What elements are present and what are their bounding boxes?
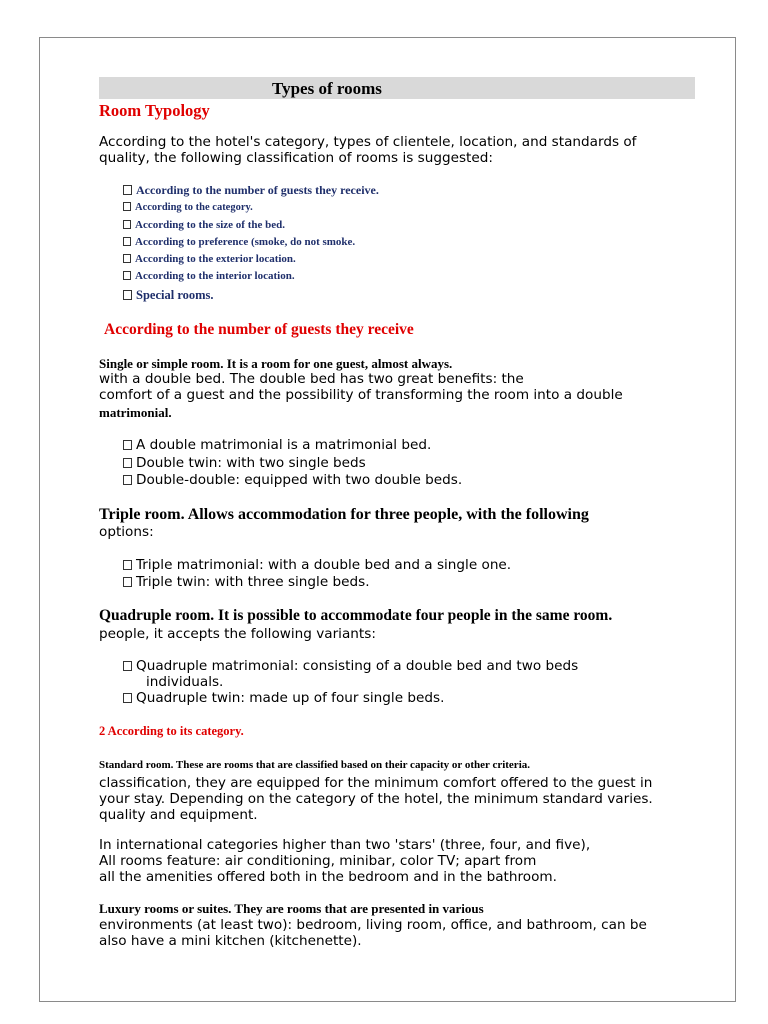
single-room-text-1: with a double bed. The double bed has two great benefits: the — [99, 371, 524, 387]
list-item: A double matrimonial is a matrimonial bed. — [123, 437, 431, 453]
list-item-continuation: individuals. — [146, 674, 224, 690]
list-item: According to the category. — [123, 202, 253, 213]
luxury-room-text-1: environments (at least two): bedroom, living room, office, and bathroom, can be — [99, 917, 647, 933]
list-item: Double twin: with two single beds — [123, 455, 366, 471]
checkbox-bullet-icon — [123, 237, 131, 246]
checkbox-bullet-icon — [123, 577, 132, 587]
list-item: According to preference (smoke, do not smoke. — [123, 236, 355, 248]
triple-room-heading: Triple room. Allows accommodation for three people, with the following — [99, 506, 589, 523]
heading-guests: According to the number of guests they receive — [104, 321, 414, 338]
list-item: Triple twin: with three single beds. — [123, 574, 370, 590]
single-room-heading: Single or simple room. It is a room for one guest, almost always. — [99, 356, 453, 371]
list-item: Triple matrimonial: with a double bed and a single one. — [123, 557, 511, 573]
list-item: According to the size of the bed. — [123, 219, 285, 231]
checkbox-bullet-icon — [123, 254, 131, 263]
checkbox-bullet-icon — [123, 271, 131, 280]
checkbox-bullet-icon — [123, 185, 132, 195]
checkbox-bullet-icon — [123, 458, 132, 468]
heading-category: 2 According to its category. — [99, 724, 244, 738]
single-room-text-3: matrimonial. — [99, 405, 172, 420]
quadruple-room-heading: Quadruple room. It is possible to accommodate four people in the same room. — [99, 607, 613, 624]
intro-line-1: According to the hotel's category, types of clientele, location, and standards of — [99, 134, 637, 150]
page-title: Types of rooms — [272, 79, 382, 98]
list-item: According to the interior location. — [123, 270, 295, 282]
checkbox-bullet-icon — [123, 475, 132, 485]
checkbox-bullet-icon — [123, 440, 132, 450]
title-bar — [99, 77, 695, 99]
checkbox-bullet-icon — [123, 560, 132, 570]
list-item: Special rooms. — [123, 288, 214, 303]
standard-room-text-2: your stay. Depending on the category of the hotel, the minimum standard varies. — [99, 791, 653, 807]
list-item: According to the number of guests they receive. — [123, 183, 379, 198]
checkbox-bullet-icon — [123, 661, 132, 671]
international-text-2: All rooms feature: air conditioning, minibar, color TV; apart from — [99, 853, 537, 869]
section-heading: Room Typology — [99, 101, 210, 120]
list-item: Quadruple matrimonial: consisting of a double bed and two beds — [123, 658, 578, 674]
international-text-3: all the amenities offered both in the bedroom and in the bathroom. — [99, 869, 557, 885]
luxury-room-heading: Luxury rooms or suites. They are rooms that are presented in various — [99, 901, 484, 916]
list-item: Quadruple twin: made up of four single beds. — [123, 690, 444, 706]
intro-line-2: quality, the following classification of rooms is suggested: — [99, 150, 493, 166]
list-item: According to the exterior location. — [123, 253, 296, 265]
standard-room-text-1: classification, they are equipped for the minimum comfort offered to the guest in — [99, 775, 653, 791]
checkbox-bullet-icon — [123, 693, 132, 703]
luxury-room-text-2: also have a mini kitchen (kitchenette). — [99, 933, 362, 949]
list-item: Double-double: equipped with two double beds. — [123, 472, 462, 488]
international-text-1: In international categories higher than two 'stars' (three, four, and five), — [99, 837, 591, 853]
checkbox-bullet-icon — [123, 202, 131, 211]
triple-room-text: options: — [99, 524, 154, 540]
standard-room-heading: Standard room. These are rooms that are classified based on their capacity or other criteria. — [99, 759, 530, 771]
quadruple-room-text: people, it accepts the following variants: — [99, 626, 376, 642]
standard-room-text-3: quality and equipment. — [99, 807, 258, 823]
checkbox-bullet-icon — [123, 290, 132, 300]
single-room-text-2: comfort of a guest and the possibility of transforming the room into a double — [99, 387, 623, 403]
checkbox-bullet-icon — [123, 220, 131, 229]
